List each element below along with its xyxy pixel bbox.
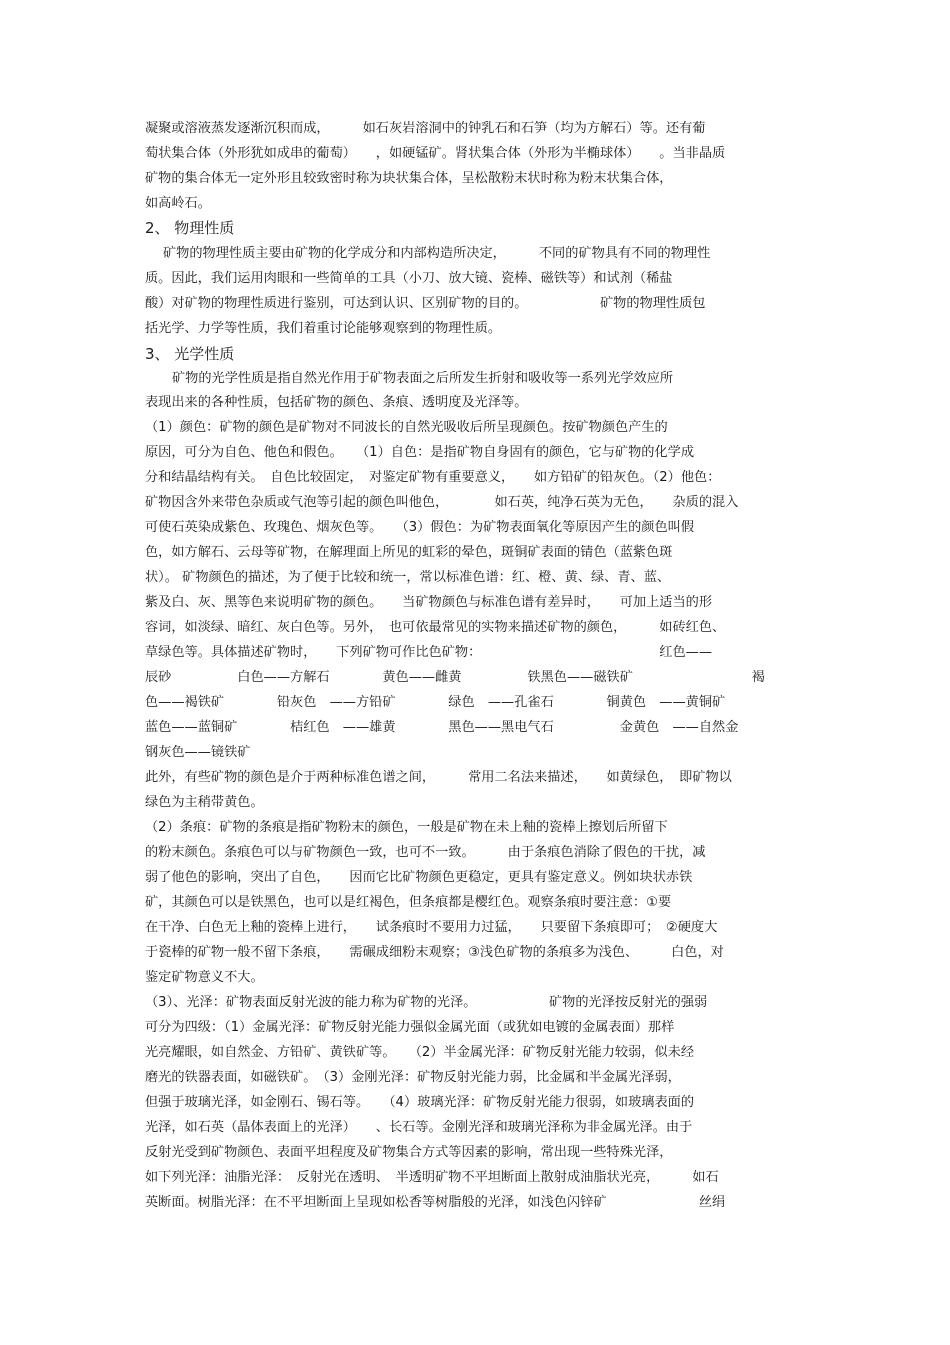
section-heading: 3、 光学性质	[145, 345, 235, 363]
text-line: 绿色为主稍带黄色。	[145, 795, 264, 810]
text-line: 蓝色——蓝铜矿 桔红色 ——雄黄 黑色——黑电气石 金黄色 ——自然金	[145, 720, 739, 735]
text-line: 色，如方解石、云母等矿物，在解理面上所见的虹彩的晕色，斑铜矿表面的锖色（蓝紫色斑	[145, 545, 673, 560]
text-line: 表现出来的各种性质，包括矿物的颜色、条痕、透明度及光泽等。	[145, 395, 528, 410]
text-line: 弱了他色的影响，突出了自色， 因而它比矿物颜色更稳定，更具有鉴定意义。例如块状赤铁	[145, 870, 693, 885]
text-line: 辰砂 白色——方解石 黄色——雌黄 铁黑色——磁铁矿 褐	[145, 670, 765, 685]
text-line: 钢灰色——镜铁矿	[145, 745, 251, 760]
text-line: 质。因此，我们运用肉眼和一些简单的工具（小刀、放大镜、瓷棒、磁铁等）和试剂（稀盐	[145, 271, 673, 286]
text-line: 如下列光泽：油脂光泽： 反射光在透明、 半透明矿物不平坦断面上散射成油脂状光亮， 如石	[145, 1170, 719, 1185]
text-line: 紫及白、灰、黑等色来说明矿物的颜色。 当矿物颜色与标准色谱有差异时， 可加上适当的形	[145, 595, 713, 610]
text-line: 酸）对矿物的物理性质进行鉴别，可达到认识、区别矿物的目的。 矿物的物理性质包	[145, 296, 706, 311]
text-line: 但强于玻璃光泽，如金刚石、锡石等。 （4）玻璃光泽：矿物反射光能力很弱，如玻璃表面的	[145, 1095, 695, 1110]
text-line: 括光学、力学等性质，我们着重讨论能够观察到的物理性质。	[145, 321, 502, 336]
text-line: 色——褐铁矿 铅灰色 ——方铅矿 绿色 ——孔雀石 铜黄色 ——黄铜矿	[145, 695, 726, 710]
text-line: 矿物的物理性质主要由矿物的化学成分和内部构造所决定， 不同的矿物具有不同的物理性	[163, 246, 711, 261]
text-line: 的粉末颜色。条痕色可以与矿物颜色一致，也可不一致。 由于条痕色消除了假色的干扰，减	[145, 845, 706, 860]
text-line: 矿物的集合体无一定外形且较致密时称为块状集合体，呈松散粉末状时称为粉末状集合体，	[145, 171, 673, 186]
text-line: 草绿色等。具体描述矿物时， 下列矿物可作比色矿物： 红色——	[145, 645, 713, 660]
text-line: 英断面。树脂光泽：在不平坦断面上呈现如松香等树脂般的光泽，如浅色闪锌矿 丝绢	[145, 1195, 726, 1210]
text-line: 光泽，如石英（晶体表面上的光泽） 、长石等。金刚光泽和玻璃光泽称为非金属光泽。由于	[145, 1120, 693, 1135]
section-heading: 2、 物理性质	[145, 219, 235, 237]
text-line: （1）颜色：矿物的颜色是矿物对不同波长的自然光吸收后所呈现颜色。按矿物颜色产生的	[145, 420, 668, 435]
text-line: 凝聚或溶液蒸发逐渐沉积而成， 如石灰岩溶洞中的钟乳石和石笋（均为方解石）等。还有葡	[145, 121, 706, 136]
text-line: 矿物因含外来带色杂质或气泡等引起的颜色叫他色， 如石英，纯净石英为无色， 杂质的混入	[145, 495, 739, 510]
text-line: 在干净、白色无上釉的瓷棒上进行， 试条痕时不要用力过猛， 只要留下条痕即可； ②硬度大	[145, 920, 718, 935]
text-line: 磨光的铁器表面，如磁铁矿。 （3）金刚光泽：矿物反射光能力弱，比金属和半金属光泽弱，	[145, 1070, 681, 1085]
text-line: 如高岭石。	[145, 196, 211, 211]
text-line: 鉴定矿物意义不大。	[145, 970, 264, 985]
text-line: （3）、光泽：矿物表面反射光波的能力称为矿物的光泽。 矿物的光泽按反射光的强弱	[145, 995, 708, 1010]
text-line: 分和结晶结构有关。 自色比较固定， 对鉴定矿物有重要意义， 如方铅矿的铅灰色。（2）他色：	[145, 470, 721, 485]
text-line: 矿，其颜色可以是铁黑色，也可以是红褐色，但条痕都是樱红色。观察条痕时要注意：①要	[145, 895, 672, 910]
text-line: 萄状集合体（外形犹如成串的葡萄） ，如硬锰矿。肾状集合体（外形为半椭球体） 。当非晶质	[145, 146, 726, 161]
text-line: 光亮耀眼，如自然金、方铅矿、黄铁矿等。 （2）半金属光泽：矿物反射光能力较弱，似未经	[145, 1045, 695, 1060]
text-line: （2）条痕：矿物的条痕是指矿物粉末的颜色，一般是矿物在未上釉的瓷棒上擦划后所留下	[145, 820, 668, 835]
text-line: 于瓷棒的矿物一般不留下条痕， 需碾成细粉末观察；③浅色矿物的条痕多为浅色、 白色，对	[145, 945, 724, 960]
text-line: 状）。 矿物颜色的描述，为了便于比较和统一，常以标准色谱：红、橙、黄、绿、青、蓝、	[145, 570, 671, 585]
text-line: 可使石英染成紫色、玫瑰色、烟灰色等。 （3）假色：为矿物表面氧化等原因产生的颜色叫假	[145, 520, 695, 535]
text-line: 反射光受到矿物颜色、表面平坦程度及矿物集合方式等因素的影响，常出现一些特殊光泽，	[145, 1145, 673, 1160]
text-line: 可分为四级：（1）金属光泽：矿物反射光能力强似金属光面（或犹如电镀的金属表面）那样	[145, 1020, 675, 1035]
text-line: 矿物的光学性质是指自然光作用于矿物表面之后所发生折射和吸收等一系列光学效应所	[172, 371, 674, 386]
text-line: 容词，如淡绿、暗红、灰白色等。另外， 也可依最常见的实物来描述矿物的颜色， 如砖红色、	[145, 620, 726, 635]
text-line: 此外，有些矿物的颜色是介于两种标准色谱之间， 常用二名法来描述， 如黄绿色， 即矿物以	[145, 770, 732, 785]
text-line: 原因，可分为自色、他色和假色。 （1）自色：是指矿物自身固有的颜色，它与矿物的化学成	[145, 445, 695, 460]
